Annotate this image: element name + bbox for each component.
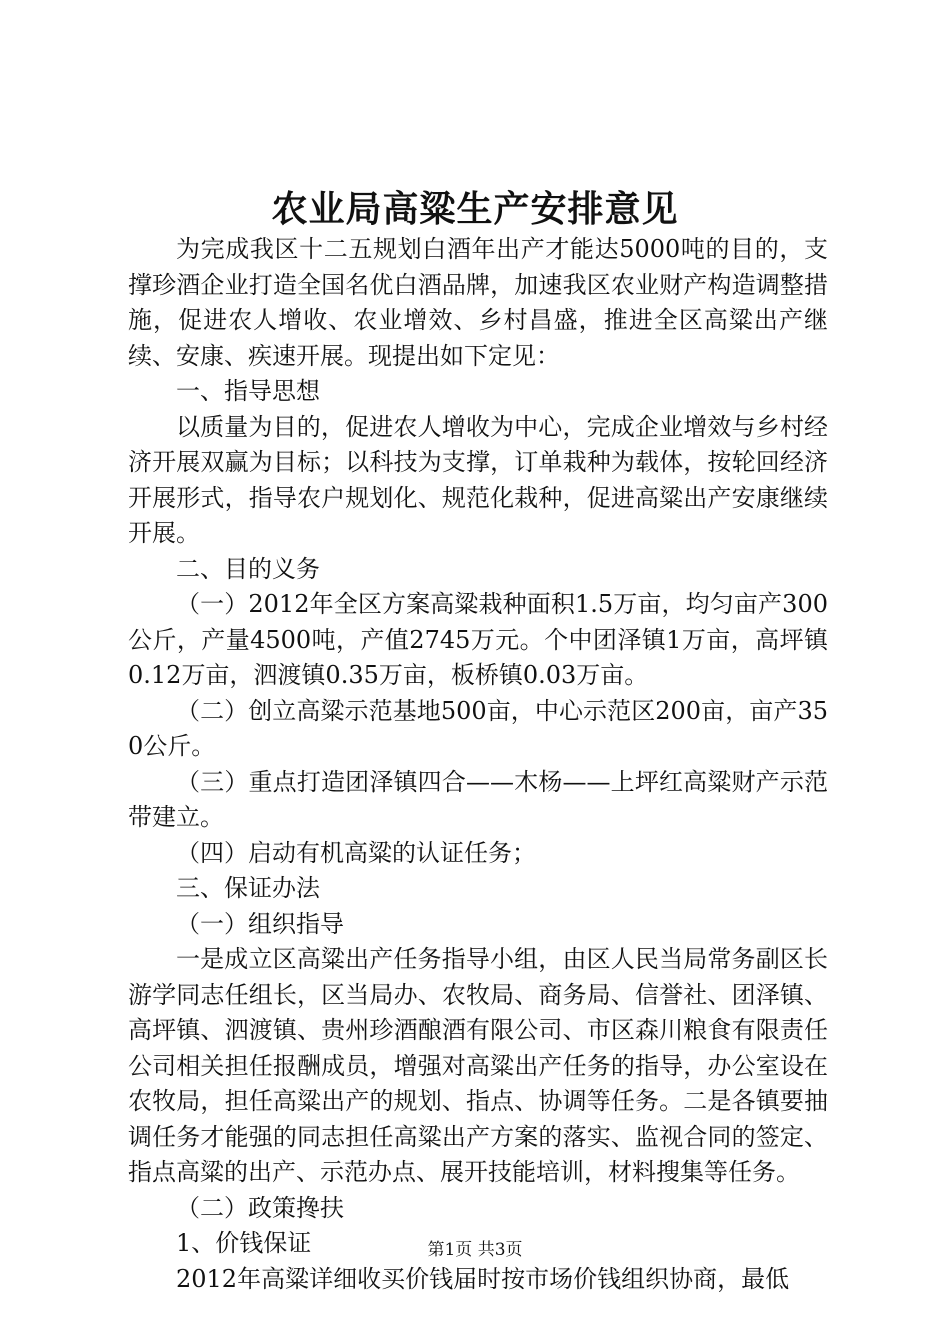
goal-item-4: （四）启动有机高粱的认证任务；: [176, 838, 536, 867]
goal-item-3: （三）重点打造团泽镇四合——木杨——上坪红高粱财产示范带建立。: [128, 767, 828, 831]
goal-item-2: （二）创立高粱示范基地500亩，中心示范区200亩，亩产350公斤。: [128, 696, 828, 760]
document-title: 农业局高粱生产安排意见: [271, 188, 679, 230]
intro-paragraph: 为完成我区十二五规划白酒年出产才能达5000吨的目的，支撑珍酒企业打造全国名优白酒品牌，加速我区农业财产构造调整措施，促进农人增收、农业增效、乡村昌盛，推进全区高粱出产继续、安康、疾速开展。现提出如下定见：: [128, 235, 828, 370]
guiding-thought-paragraph: 以质量为目的，促进农人增收为中心，完成企业增效与乡村经济开展双赢为目标；以科技为支撑，订单栽种为载体，按轮回经济开展形式，指导农户规划化、规范化栽种，促进高粱出产安康继续开展。: [128, 412, 828, 547]
goal-item-1: （一）2012年全区方案高粱栽种面积1.5万亩，均匀亩产300公斤，产量4500吨，产值2745万元。个中团泽镇1万亩，高坪镇0.12万亩，泗渡镇0.35万亩，板桥镇0.03万亩。: [128, 590, 828, 689]
section-heading-guiding-thought: 一、指导思想: [176, 377, 320, 405]
price-paragraph: 2012年高粱详细收买价钱届时按市场价钱组织协商，最低: [176, 1264, 790, 1293]
subsection-heading-policy: （二）政策搀扶: [176, 1193, 344, 1222]
section-heading-goals: 二、目的义务: [176, 554, 320, 583]
page-footer: 第1页 共3页: [427, 1240, 523, 1260]
item-heading-price: 1、价钱保证: [176, 1229, 312, 1257]
organization-paragraph: 一是成立区高粱出产任务指导小组，由区人民当局常务副区长游学同志任组长，区当局办、农牧局、商务局、信誉社、团泽镇、高坪镇、泗渡镇、贵州珍酒酿酒有限公司、市区森川粮食有限责任公司相关担任报酬成员，增强对高粱出产任务的指导，办公室设在农牧局，担任高粱出产的规划、指点、协调等任务。二是各镇要抽调任务才能强的同志担任高粱出产方案的落实、监视合同的签定、指点高粱的出产、示范办点、展开技能培训，材料搜集等任务。: [128, 945, 828, 1186]
section-heading-measures: 三、保证办法: [176, 874, 320, 902]
subsection-heading-organization: （一）组织指导: [176, 909, 344, 938]
document-body: [128, 232, 828, 1297]
